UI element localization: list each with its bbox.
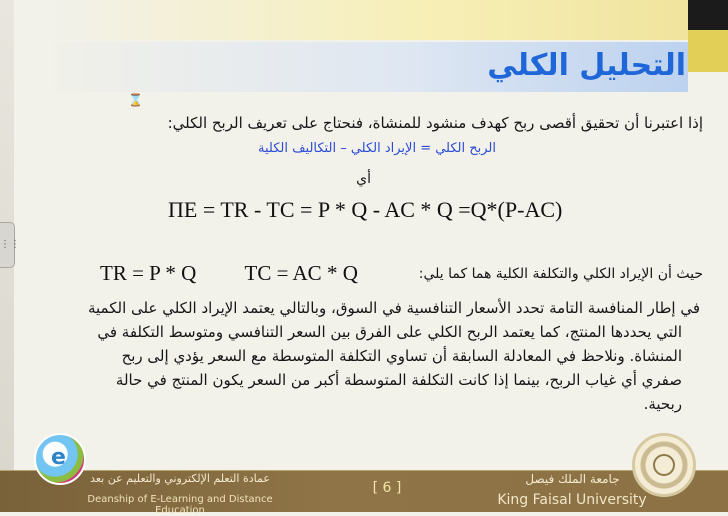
explanation-paragraph <box>80 296 700 416</box>
paragraph-line-4: صفري أي غياب الربح، بينما إذا كانت التكلفة المتوسطة أكبر من السعر يكون المنتج في حالة <box>115 371 682 389</box>
top-decorative-band <box>52 0 728 40</box>
footer-right-arabic: جامعة الملك فيصل <box>525 472 620 486</box>
revenue-cost-equations <box>100 261 390 286</box>
paragraph-line-3: المنشاة. ونلاحظ في المعادلة السابقة أن تساوي التكلفة المتوسطة مع السعر يؤدي إلى ربح <box>121 347 682 365</box>
total-revenue-equation: TR = P * Q <box>100 261 197 285</box>
or-label: أي <box>356 171 371 187</box>
top-right-dark-block <box>688 0 728 30</box>
top-right-yellow-block <box>688 30 728 72</box>
formula-intro-text: حيث أن الإيراد الكلي والتكلفة الكلية هما كما يلي: <box>418 266 703 282</box>
paragraph-line-5: ربحية. <box>643 395 682 413</box>
paragraph-line-2: التي يحددها المنتج، كما يعتمد الربح الكلي على الفرق بين السعر التنافسي ومتوسط التكلفة في <box>97 323 682 341</box>
side-panel-toggle-icon[interactable]: ⋮⋮ <box>0 222 15 268</box>
profit-definition: الربح الكلي = الإيراد الكلي – التكاليف الكلية <box>258 141 496 156</box>
footer-left-arabic: عمادة التعلم الإلكتروني والتعليم عن بعد <box>90 472 270 485</box>
footer-right-english: King Faisal University <box>497 492 647 508</box>
intro-text: إذا اعتبرنا أن تحقيق أقصى ربح كهدف منشود للمنشاة، فنحتاج على تعريف الربح الكلي: <box>167 114 703 132</box>
footer-left-english: Deanship of E-Learning and Distance Education <box>87 494 273 516</box>
main-profit-formula: ΠE = TR - TC = P * Q - AC * Q =Q*(P-AC) <box>168 197 563 222</box>
slide-title: التحليل الكلي <box>487 48 686 83</box>
hourglass-cursor-icon: ⌛ <box>128 93 143 107</box>
university-seal-inner-ring <box>653 454 675 476</box>
e-letter-icon: e <box>51 445 66 470</box>
paragraph-line-1: في إطار المنافسة التامة تحدد الأسعار التنافسية في السوق، وبالتالي يعتمد الإيراد الكلي على الكمية <box>87 299 700 317</box>
total-cost-equation: TC = AC * Q <box>244 261 358 285</box>
page-number: [ 6 ] <box>372 480 402 496</box>
